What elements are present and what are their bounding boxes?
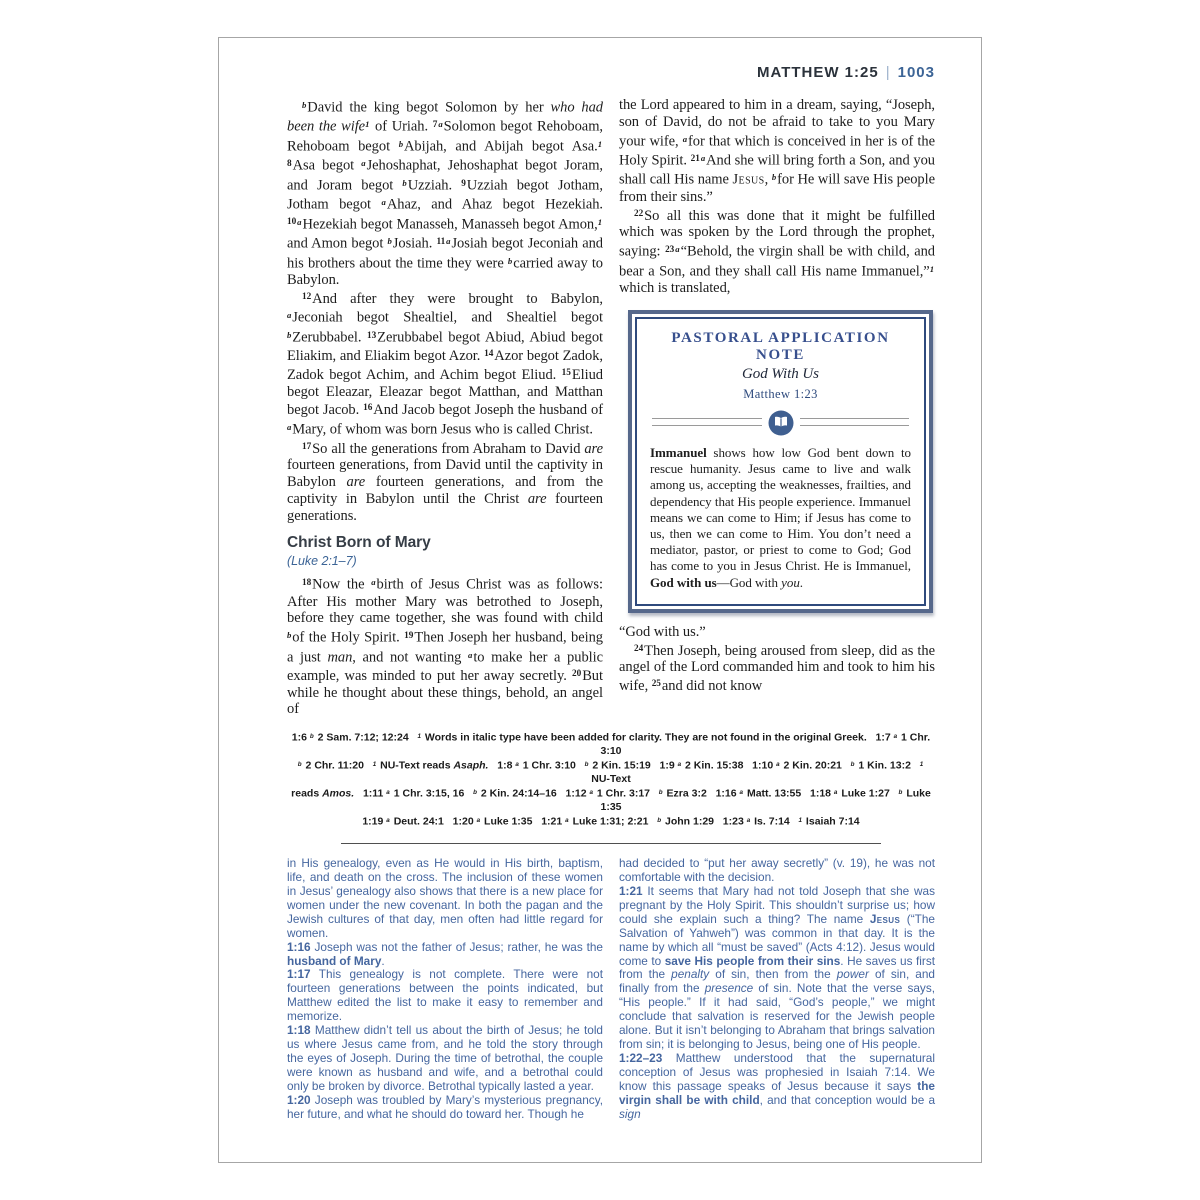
verse-paragraph: $^{17}$So all the generations from Abraham to David are fourteen generations, from David until the captivity in Babylon are fourteen generations, and from the captivity in Babylon until the Christ are fourteen generations. <box>287 440 603 524</box>
commentary-note: 1:17 This genealogy is not complete. There were not fourteen generations between the points indicated, but Matthew edited the list to make it easy to remember and memorize. <box>287 967 603 1024</box>
verse-paragraph: “God with us.” <box>619 623 706 640</box>
commentary-columns <box>287 857 935 1121</box>
running-head <box>287 64 935 81</box>
footnotes-block <box>287 730 935 829</box>
note-reference: Matthew 1:23 <box>743 387 818 402</box>
verse-paragraph: $^{18}$Now the $^a$birth of Jesus Christ was as follows: After His mother Mary was betrothed to Joseph, before they came together, she was found with child $^b$of the Holy Spirit. $^{19}$Then Joseph her husband, being a just man, and not wanting $^a$to make her a public example, was minded to put her away secretly. $^{20}$But while he thought about these things, behold, an angel of <box>287 576 604 718</box>
page-number: 1003 <box>897 64 935 81</box>
commentary-note: in His genealogy, even as He would in His birth, baptism, life, and death on the cross. The inclusion of these women in Jesus’ genealogy also shows that there is a new place for women under the new covenant. In both the pagan and the Jewish cultures of that day, men often had little regard for women. <box>287 856 603 940</box>
pastoral-note-box <box>628 310 933 613</box>
commentary-note: 1:20 Joseph was troubled by Mary’s mysterious pregnancy, her future, and what he should do toward her. Though he <box>287 1092 603 1121</box>
scripture-column-right <box>619 97 935 718</box>
scripture-columns <box>287 97 935 718</box>
commentary-divider-rule <box>341 843 881 844</box>
note-body: Immanuel shows how low God bent down to rescue humanity. Jesus came to live and walk among us, accepting the weaknesses, frailties, and dependency that His people experience. Immanuel means we can come to Him; if Jesus has come to us, then we can come to Him. You don’t need a mediator, pastor, or priest to come to God; God has come to you in Jesus Christ. He is Immanuel, God with us—God with you. <box>650 445 911 590</box>
footnote-line: $^b$ 2 Chr. 11:20 $^1$ NU-Text reads Asaph. 1:8 $^a$ 1 Chr. 3:10 $^b$ 2 Kin. 15:19 1:9 $^a$ 2 Kin. 15:38 1:10 $^a$ 2 Kin. 20:21 $^b$ 1 Kin. 13:2 $^1$ NU-Text <box>297 759 928 786</box>
pastoral-note-inner-frame <box>635 317 926 606</box>
footnote-line: 1:6 $^b$ 2 Sam. 7:12; 12:24 $^1$ Words in italic type have been added for clarity. They are not found in the original Greek. 1:7 $^a$ 1 Chr. 3:10 <box>291 731 934 758</box>
verse-paragraph: $^b$David the king begot Solomon by her who had been the wife$^1$ of Uriah. $^{7a}$Solomon begot Rehoboam, Rehoboam begot $^b$Abijah, and Abijah begot Asa.$^1$ $^8$Asa begot $^a$Jehoshaphat, Jehoshaphat begot Joram, and Joram begot $^b$Uzziah. $^9$Uzziah begot Jotham, Jotham begot $^a$Ahaz, and Ahaz begot Hezekiah. $^{10a}$Hezekiah begot Manasseh, Manasseh begot Amon,$^1$ and Amon begot $^b$Josiah. $^{11a}$Josiah begot Jeconiah and his brothers about the time they were $^b$carried away to Babylon. <box>287 99 604 288</box>
note-divider <box>650 408 911 438</box>
section-heading: Christ Born of Mary <box>287 534 431 552</box>
footnote-line: reads Amos. 1:11 $^a$ 1 Chr. 3:15, 16 $^b$ 2 Kin. 24:14–16 1:12 $^a$ 1 Chr. 3:17 $^b$ Ezra 3:2 1:16 $^a$ Matt. 13:55 1:18 $^a$ Luke 1:27 $^b$ Luke 1:35 <box>291 787 934 814</box>
bible-page <box>218 37 982 1163</box>
verse-paragraph: $^{22}$So all this was done that it might be fulfilled which was spoken by the Lord through the prophet, saying: $^{23a}$“Behold, the virgin shall be with child, and bear a Son, and they shall call His name Immanuel,”$^1$ which is translated, <box>619 207 935 297</box>
verse-paragraph: the Lord appeared to him in a dream, saying, “Joseph, son of David, do not be afraid to take to you Mary your wife, $^a$for that which is conceived in her is of the Holy Spirit. $^{21a}$And she will bring forth a Son, and you shall call His name Jesus, $^b$for He will save His people from their sins.” <box>619 97 935 205</box>
verse-paragraph: $^{24}$Then Joseph, being aroused from sleep, did as the angel of the Lord commanded him and took to him his wife, $^{25}$and did not know <box>619 642 935 695</box>
section-reference: (Luke 2:1–7) <box>287 554 357 569</box>
footnote-line: 1:19 $^a$ Deut. 24:1 1:20 $^a$ Luke 1:35 1:21 $^a$ Luke 1:31; 2:21 $^b$ John 1:29 1:23 $^a$ Is. 7:14 $^1$ Isaiah 7:14 <box>362 816 860 829</box>
note-title: God With Us <box>742 366 819 383</box>
commentary-note: 1:18 Matthew didn’t tell us about the birth of Jesus; he told us where Jesus came from, and he told the story through the eyes of Joseph. During the time of betrothal, the couple were known as husband and wife, and a betrothal could only be broken by divorce. Betrothal typically lasted a year. <box>287 1023 603 1093</box>
commentary-note: 1:21 It seems that Mary had not told Joseph that she was pregnant by the Holy Spirit. This shouldn’t surprise us; how could she explain such a thing? The name Jesus (“The Salvation of Yahweh”) was common in that day. It is the name by which all “must be saved” (Acts 4:12). Jesus would come to save His people from their sins. He saves us first from the penalty of sin, then from the power of sin, and finally from the presence of sin. Note that the verse says, “His people.” If it had said, “God’s people,” we might conclude that salvation is reserved for the Jewish people alone. But it isn’t belonging to Abraham that brings salvation from sin; it is belonging to Jesus, being one of His people. <box>619 884 936 1052</box>
scripture-column-left <box>287 97 603 718</box>
verse-paragraph: $^{12}$And after they were brought to Babylon, $^a$Jeconiah begot Shealtiel, and Shealtiel begot $^b$Zerubbabel. $^{13}$Zerubbabel begot Abiud, Abiud begot Eliakim, and Eliakim begot Azor. $^{14}$Azor begot Zadok, Zadok begot Achim, and Achim begot Eliud. $^{15}$Eliud begot Eleazar, Eleazar begot Matthan, and Matthan begot Jacob. $^{16}$And Jacob begot Joseph the husband of $^a$Mary, of whom was born Jesus who is called Christ. <box>287 290 603 438</box>
running-head-separator: | <box>885 64 891 81</box>
commentary-column-right <box>619 857 935 1121</box>
commentary-note: 1:22–23 Matthew understood that the supernatural conception of Jesus was prophesied in Isaiah 7:14. We know this passage speaks of Jesus because it says the virgin shall be with child, and that conception would be a sign <box>619 1050 935 1121</box>
open-book-icon <box>762 410 800 436</box>
commentary-note: had decided to “put her away secretly” (v. 19), he was not comfortable with the decision. <box>619 856 935 885</box>
commentary-column-left <box>287 857 603 1121</box>
commentary-note: 1:16 Joseph was not the father of Jesus; rather, he was the husband of Mary. <box>287 939 603 968</box>
running-head-reference: MATTHEW 1:25 <box>756 64 879 81</box>
note-label: PASTORAL APPLICATION NOTE <box>671 329 890 363</box>
